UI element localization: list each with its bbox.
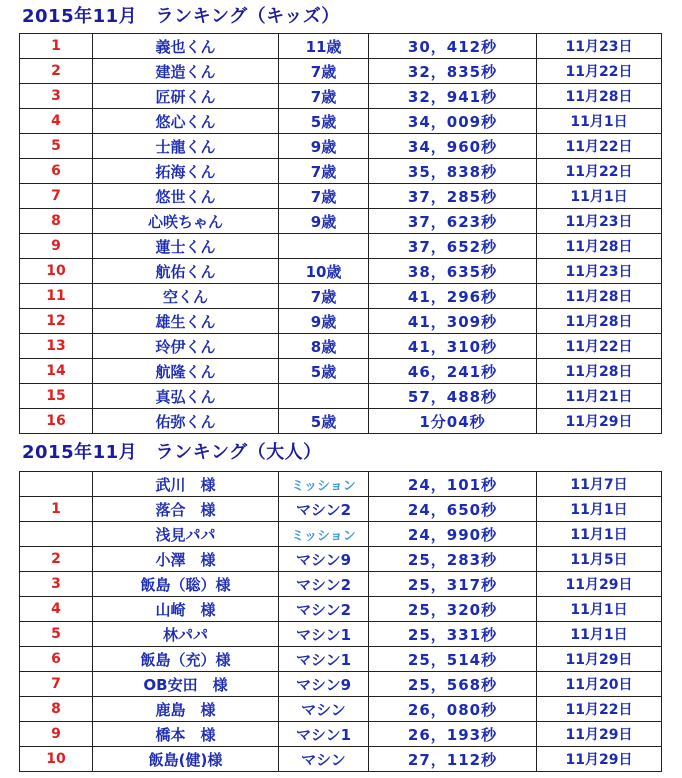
time-cell: 24，101秒 [369, 472, 537, 497]
adults-ranking-table [19, 471, 662, 772]
rank-cell: 3 [20, 84, 93, 109]
time-cell: 32，835秒 [369, 59, 537, 84]
note-cell: マシン9 [279, 672, 369, 697]
name-cell: 匠研くん [93, 84, 279, 109]
date-cell: 11月22日 [537, 334, 662, 359]
date-cell: 11月22日 [537, 134, 662, 159]
note-cell: マシン [279, 697, 369, 722]
note-cell: 7歳 [279, 284, 369, 309]
time-cell: 30，412秒 [369, 34, 537, 59]
rank-cell: 6 [20, 159, 93, 184]
table-row [20, 359, 662, 384]
time-cell: 25，283秒 [369, 547, 537, 572]
table-row [20, 334, 662, 359]
note-cell: ミッション [279, 522, 369, 547]
time-cell: 1分04秒 [369, 409, 537, 434]
rank-cell: 10 [20, 747, 93, 772]
table-row [20, 697, 662, 722]
name-cell: 航佑くん [93, 259, 279, 284]
rank-cell: 7 [20, 672, 93, 697]
table-row [20, 672, 662, 697]
time-cell: 24，990秒 [369, 522, 537, 547]
date-cell: 11月28日 [537, 234, 662, 259]
note-cell [279, 234, 369, 259]
name-cell: 士龍くん [93, 134, 279, 159]
table-row [20, 209, 662, 234]
date-cell: 11月29日 [537, 722, 662, 747]
time-cell: 25，568秒 [369, 672, 537, 697]
rank-cell: 12 [20, 309, 93, 334]
time-cell: 41，296秒 [369, 284, 537, 309]
kids-ranking-table [19, 33, 662, 434]
rank-cell: 4 [20, 109, 93, 134]
date-cell: 11月23日 [537, 259, 662, 284]
rank-cell: 2 [20, 59, 93, 84]
note-cell: 7歳 [279, 84, 369, 109]
name-cell: 佑弥くん [93, 409, 279, 434]
time-cell: 25，331秒 [369, 622, 537, 647]
table-row [20, 84, 662, 109]
rank-cell: 7 [20, 184, 93, 209]
note-cell [279, 384, 369, 409]
note-cell: 5歳 [279, 359, 369, 384]
note-cell: ミッション [279, 472, 369, 497]
note-cell: 7歳 [279, 184, 369, 209]
table-row [20, 722, 662, 747]
rank-cell: 1 [20, 34, 93, 59]
date-cell: 11月1日 [537, 522, 662, 547]
note-cell: マシン2 [279, 572, 369, 597]
date-cell: 11月23日 [537, 209, 662, 234]
time-cell: 24，650秒 [369, 497, 537, 522]
note-cell: 9歳 [279, 134, 369, 159]
table-row [20, 234, 662, 259]
date-cell: 11月23日 [537, 34, 662, 59]
rank-cell: 3 [20, 572, 93, 597]
name-cell: 真弘くん [93, 384, 279, 409]
kids-ranking-title: 2015年11月 ランキング（キッズ） [22, 6, 340, 27]
time-cell: 27，112秒 [369, 747, 537, 772]
time-cell: 34，009秒 [369, 109, 537, 134]
name-cell: 小澤 様 [93, 547, 279, 572]
note-cell: 10歳 [279, 259, 369, 284]
table-row [20, 572, 662, 597]
time-cell: 26，080秒 [369, 697, 537, 722]
note-cell: マシン9 [279, 547, 369, 572]
table-row [20, 647, 662, 672]
table-row [20, 472, 662, 497]
name-cell: 浅見パパ [93, 522, 279, 547]
date-cell: 11月1日 [537, 622, 662, 647]
table-row [20, 622, 662, 647]
table-row [20, 109, 662, 134]
name-cell: 鹿島 様 [93, 697, 279, 722]
date-cell: 11月1日 [537, 109, 662, 134]
date-cell: 11月28日 [537, 359, 662, 384]
name-cell: 心咲ちゃん [93, 209, 279, 234]
date-cell: 11月1日 [537, 497, 662, 522]
time-cell: 41，309秒 [369, 309, 537, 334]
rank-cell: 11 [20, 284, 93, 309]
name-cell: 橋本 様 [93, 722, 279, 747]
note-cell: 5歳 [279, 109, 369, 134]
name-cell: 飯島(健)様 [93, 747, 279, 772]
rank-cell: 9 [20, 722, 93, 747]
rank-cell: 1 [20, 497, 93, 522]
rank-cell: 6 [20, 647, 93, 672]
date-cell: 11月29日 [537, 647, 662, 672]
note-cell: 5歳 [279, 409, 369, 434]
rank-cell: 4 [20, 597, 93, 622]
date-cell: 11月29日 [537, 572, 662, 597]
name-cell: 林パパ [93, 622, 279, 647]
name-cell: 義也くん [93, 34, 279, 59]
table-row [20, 159, 662, 184]
time-cell: 46，241秒 [369, 359, 537, 384]
name-cell: 雄生くん [93, 309, 279, 334]
date-cell: 11月7日 [537, 472, 662, 497]
note-cell: マシン2 [279, 497, 369, 522]
name-cell: 悠心くん [93, 109, 279, 134]
time-cell: 37，285秒 [369, 184, 537, 209]
rank-cell [20, 472, 93, 497]
time-cell: 32，941秒 [369, 84, 537, 109]
date-cell: 11月21日 [537, 384, 662, 409]
rank-cell: 10 [20, 259, 93, 284]
date-cell: 11月1日 [537, 597, 662, 622]
note-cell: マシン1 [279, 647, 369, 672]
name-cell: 建造くん [93, 59, 279, 84]
name-cell: 蓮士くん [93, 234, 279, 259]
note-cell: 7歳 [279, 59, 369, 84]
time-cell: 57，488秒 [369, 384, 537, 409]
note-cell: 8歳 [279, 334, 369, 359]
table-row [20, 34, 662, 59]
date-cell: 11月22日 [537, 697, 662, 722]
note-cell: 9歳 [279, 209, 369, 234]
table-row [20, 134, 662, 159]
name-cell: 落合 様 [93, 497, 279, 522]
time-cell: 25，320秒 [369, 597, 537, 622]
table-row [20, 284, 662, 309]
date-cell: 11月28日 [537, 84, 662, 109]
note-cell: 9歳 [279, 309, 369, 334]
date-cell: 11月20日 [537, 672, 662, 697]
note-cell: 11歳 [279, 34, 369, 59]
table-row [20, 747, 662, 772]
time-cell: 34，960秒 [369, 134, 537, 159]
table-row [20, 309, 662, 334]
date-cell: 11月28日 [537, 284, 662, 309]
table-row [20, 522, 662, 547]
rank-cell: 13 [20, 334, 93, 359]
name-cell: 玲伊くん [93, 334, 279, 359]
date-cell: 11月22日 [537, 59, 662, 84]
name-cell: 空くん [93, 284, 279, 309]
table-row [20, 259, 662, 284]
rank-cell: 14 [20, 359, 93, 384]
time-cell: 37，623秒 [369, 209, 537, 234]
date-cell: 11月5日 [537, 547, 662, 572]
table-row [20, 497, 662, 522]
note-cell: マシン1 [279, 622, 369, 647]
rank-cell: 8 [20, 209, 93, 234]
rank-cell: 5 [20, 622, 93, 647]
name-cell: 悠世くん [93, 184, 279, 209]
date-cell: 11月29日 [537, 409, 662, 434]
rank-cell [20, 522, 93, 547]
name-cell: 飯島（聡）様 [93, 572, 279, 597]
date-cell: 11月28日 [537, 309, 662, 334]
name-cell: 航隆くん [93, 359, 279, 384]
name-cell: 武川 様 [93, 472, 279, 497]
table-row [20, 597, 662, 622]
time-cell: 38，635秒 [369, 259, 537, 284]
table-row [20, 547, 662, 572]
name-cell: 飯島（充）様 [93, 647, 279, 672]
rank-cell: 8 [20, 697, 93, 722]
rank-cell: 5 [20, 134, 93, 159]
time-cell: 41，310秒 [369, 334, 537, 359]
rank-cell: 16 [20, 409, 93, 434]
time-cell: 35，838秒 [369, 159, 537, 184]
table-row [20, 384, 662, 409]
note-cell: マシン1 [279, 722, 369, 747]
rank-cell: 15 [20, 384, 93, 409]
date-cell: 11月22日 [537, 159, 662, 184]
date-cell: 11月1日 [537, 184, 662, 209]
time-cell: 26，193秒 [369, 722, 537, 747]
note-cell: マシン [279, 747, 369, 772]
rank-cell: 2 [20, 547, 93, 572]
rank-cell: 9 [20, 234, 93, 259]
note-cell: マシン2 [279, 597, 369, 622]
table-row [20, 184, 662, 209]
name-cell: OB安田 様 [93, 672, 279, 697]
time-cell: 25，514秒 [369, 647, 537, 672]
date-cell: 11月29日 [537, 747, 662, 772]
name-cell: 山崎 様 [93, 597, 279, 622]
name-cell: 拓海くん [93, 159, 279, 184]
time-cell: 25，317秒 [369, 572, 537, 597]
table-row [20, 409, 662, 434]
note-cell: 7歳 [279, 159, 369, 184]
time-cell: 37，652秒 [369, 234, 537, 259]
table-row [20, 59, 662, 84]
adults-ranking-title: 2015年11月 ランキング（大人） [22, 442, 322, 463]
